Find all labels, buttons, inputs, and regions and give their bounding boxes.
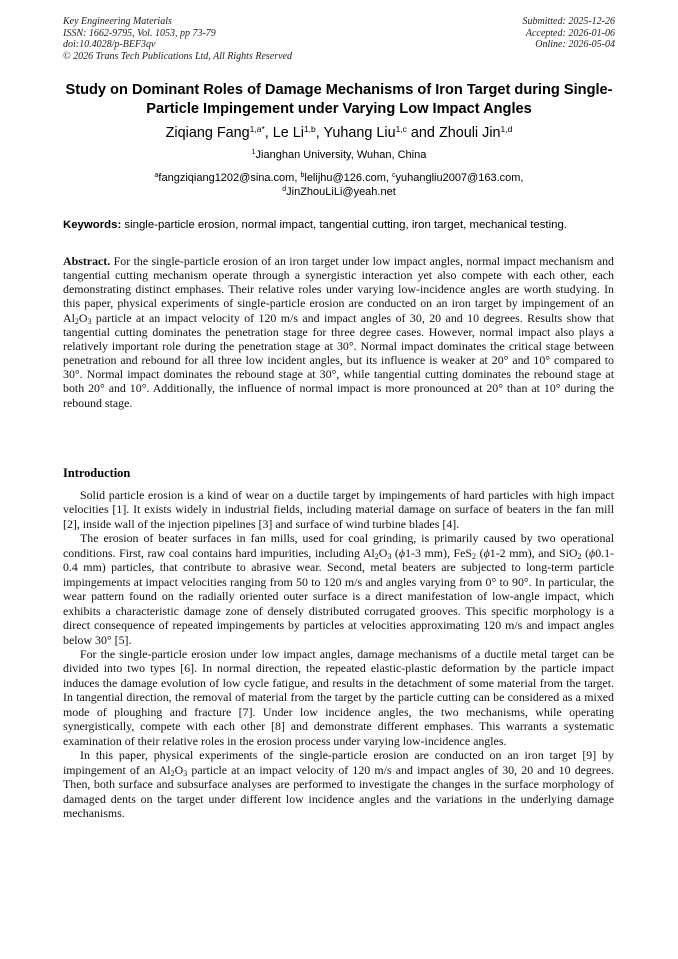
dates-header [523,16,616,51]
journal-name: Key Engineering Materials [63,16,172,27]
keywords-text: single-particle erosion, normal impact, tangential cutting, iron target, mechanical testing. [121,219,567,231]
subscript: 2 [577,551,582,561]
abstract-text: O [78,310,88,325]
subscript: 3 [387,551,392,561]
diameter-symbol: ϕ [398,545,406,560]
subscript: 2 [472,551,477,561]
diameter-symbol: ϕ [483,545,490,560]
author-name: Le Li [272,125,304,141]
email-line [60,185,618,199]
paragraph-text: 1-2 mm), and SiO [489,545,578,560]
abstract-text: For the single-particle erosion of an iron target under low impact angles, normal impact mechanism and tangential cutting mechanism operate through a synergistic interaction yet also compete with each other, each demonstrating distinct emphases. Their relative roles under varying low-incidence angles are worth studying. In this paper, physical experiments of single-particle erosion are conducted on an iron target by impingement of an Al [63,254,614,325]
affiliation [60,149,618,162]
paragraph-text: particle at an impact velocity of 120 m/s and impact angles of 30, 20 and 10 degrees. Then, both surface and subsurface analyses are performed to investigate the changes in the surface morphology of damaged dents on the target under different low incidence angles and the variations in the underlying damage mechanisms. [63,762,614,820]
abstract-text: particle at an impact velocity of 120 m/s and impact angles of 30, 20 and 10 degrees. Results show that tangential cutting dominates the penetration stage for three degree cases. However, normal impact also plays a relatively important role during the penetration stage at 30°. Normal impact dominates the critical stage between penetration and rebound for all three low incident angles, but its influence is weaker at 20° and 10° compared to 30°. Normal impact dominates the rebound stage at 30°, while tangential cutting dominates the rebound stage at both 20° and 10°. Additionally, the influence of normal impact is more pronounced at 20° than at 10° during the rebound stage. [63,310,614,410]
author-list [40,124,638,142]
affiliation-mark: 1 [251,149,256,156]
email-address[interactable]: yuhangliu2007@163.com, [395,172,524,184]
paragraph [63,748,614,820]
email-mark: d [282,186,287,193]
abstract [63,254,614,410]
abstract-label: Abstract. [63,254,111,268]
subscript: 2 [170,768,175,778]
paragraph-text: ( [476,545,484,560]
diameter-symbol: ϕ [589,545,596,560]
paragraph-text: ( [391,545,399,560]
issn-line: ISSN: 1662-9795, Vol. 1053, pp 73-79 [63,27,216,39]
author-separator: , [264,125,273,141]
author-affiliation-mark: 1,a* [249,124,265,134]
accepted-date: Accepted: 2026-01-06 [525,27,615,39]
paragraph: For the single-particle erosion under low impact angles, damage mechanisms of a ductile metal target can be divided into two types [6]. In normal direction, the repeated elastic-plastic deformation by the particle impact induces the damage evolution of low cycle fatigue, and results in the detachment of some material from the target. In tangential direction, the removal of material from the target by the particle cutting can be considered as a mixed mode of ploughing and fracture [7]. Under low incidence angles, the two mechanisms, while operating synergistically, compete with each other [8] and demonstrate different emphases. This warrants a systematic examination of their relative roles in the erosion process under varying low-incidence angles. [63,646,614,748]
submitted-date: Submitted: 2025-12-26 [522,16,615,27]
paragraph-text: O [174,762,184,777]
subscript: 2 [74,316,79,326]
paper-title: Study on Dominant Roles of Damage Mechanisms of Iron Target during Single-Particle Impingement under Varying Low Impact Angles [65,82,613,117]
email-address[interactable]: JinZhouLiLi@yeah.net [286,186,396,198]
doi-line[interactable]: doi:10.4028/p-BEF3qv [63,39,156,51]
paragraph-text: O [378,545,388,560]
paragraph [63,531,614,647]
keywords [63,218,623,232]
author-name: Zhouli Jin [438,125,501,141]
author-conjunction: and [406,125,439,141]
subscript: 2 [374,551,379,561]
email-address[interactable]: lelijhu@126.com, [304,172,392,184]
paragraph-text: The erosion of beater surfaces in fan mills, used for coal grinding, is primarily caused by two operational conditions. First, raw coal contains hard impurities, including Al [63,531,614,560]
author-name: Ziqiang Fang [165,125,250,141]
introduction-body [63,488,614,820]
paragraph-text: In this paper, physical experiments of the single-particle erosion are conducted on an iron target [9] by impingement of an Al [63,748,614,777]
affiliation-text: Jianghan University, Wuhan, China [255,149,427,161]
subscript: 3 [183,768,188,778]
copyright-line: © 2026 Trans Tech Publications Ltd, All Rights Reserved [63,50,292,62]
email-mark: b [300,172,305,179]
paragraph-text: 0.1-0.4 mm) particles, that contribute to abrasive wear. Second, metal beaters are subjected to long-term particle impingements at impact velocities ranging from 50 to 120 m/s and angles varying from 0° to 90°. In particular, the wear pattern found on the radially oriented outer surface is a direct manifestation of low-angle impact, which exhibits a characteristic damage zone of densely distributed corrugated grooves. This specific morphology is a direct consequence of repeated impingements by particles at velocities approximating 120 m/s and impact angles below 30° [5]. [63,545,615,647]
author-name: Yuhang Liu [323,125,396,141]
keywords-label: Keywords: [63,219,122,231]
email-address[interactable]: fangziqiang1202@sina.com, [158,172,301,184]
section-heading-introduction: Introduction [63,466,131,480]
journal-header [63,16,292,62]
paragraph-text: 1-3 mm), FeS [405,545,473,560]
email-line [60,171,618,185]
paragraph-text: ( [581,545,590,560]
author-separator: , [315,125,324,141]
author-affiliation-mark: 1,b [303,124,316,134]
email-mark: a [154,172,159,179]
subscript: 3 [87,316,92,326]
author-affiliation-mark: 1,c [395,124,407,134]
email-list [60,171,618,199]
paragraph: Solid particle erosion is a kind of wear on a ductile target by impingements of hard particles with high impact velocities [1]. It exists widely in industrial fields, including material damage on surface of beaters in the fan mill [2], inside wall of the injection pipelines [3] and surface of wind turbine blades [4]. [63,488,614,531]
author-affiliation-mark: 1,d [500,124,513,134]
online-date: Online: 2026-05-04 [535,39,615,51]
email-mark: c [391,172,396,179]
